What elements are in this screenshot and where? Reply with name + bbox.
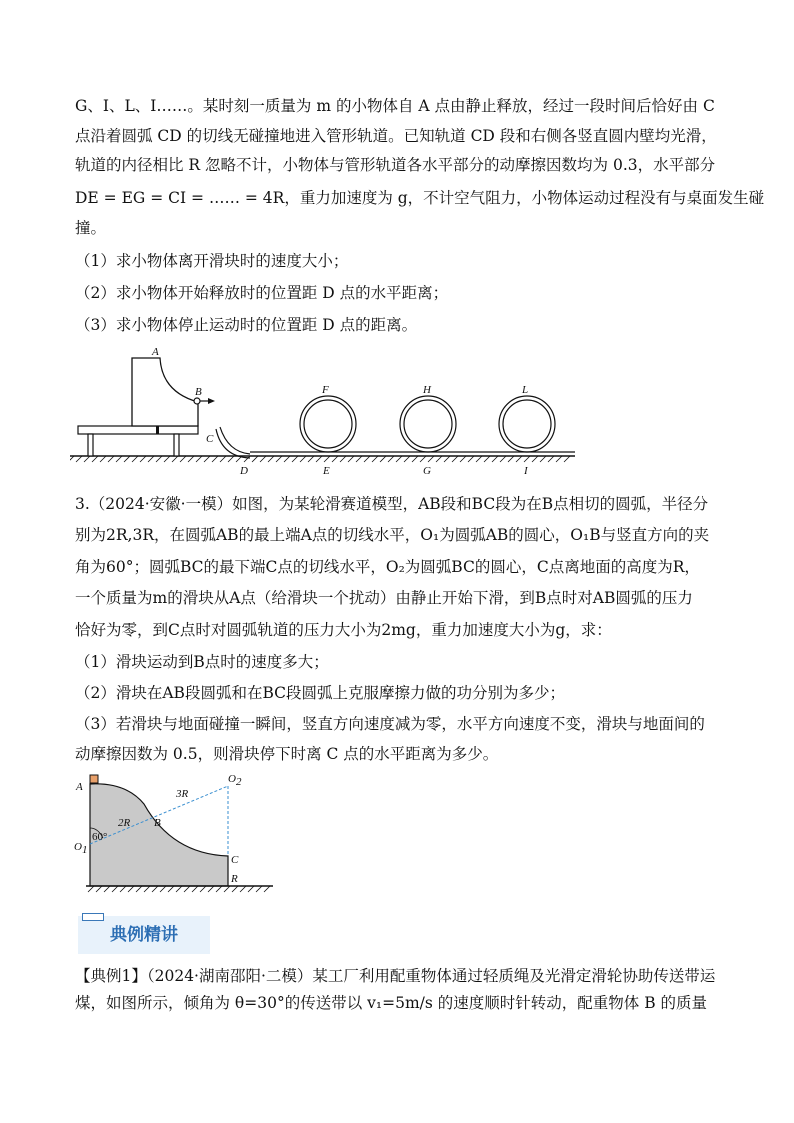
label-2R: 2R [118, 817, 131, 829]
problem3-line5: 恰好为零，到C点时对圆弧轨道的压力大小为2mg，重力加速度大小为g，求： [75, 621, 612, 639]
problem2-question3: （3）求小物体停止运动时的位置距 D 点的距离。 [75, 316, 418, 334]
label-L: L [522, 384, 529, 396]
problem3-question1: （1）滑块运动到B点时的速度多大； [75, 653, 329, 671]
label-B: B [154, 817, 161, 829]
example1-line1: 【典例1】（2024·湖南邵阳·二模）某工厂利用配重物体通过轻质绳及光滑定滑轮协助传送带运 [75, 967, 716, 985]
label-A: A [76, 781, 83, 793]
label-H: H [423, 384, 431, 396]
problem2-line3: 轨道的内径相比 R 忽略不计，小物体与管形轨道各水平部分的动摩擦因数均为 0.3，水平部分 [75, 156, 716, 174]
label-O1: O1 [74, 841, 88, 856]
section-title: 典例精讲 [110, 925, 178, 945]
label-A: A [152, 346, 159, 358]
label-B: B [195, 386, 202, 398]
label-C: C [231, 854, 239, 866]
figure-roller-track [68, 770, 283, 900]
problem2-line2: 点沿着圆弧 CD 的切线无碰撞地进入管形轨道。已知轨道 CD 段和右侧各竖直圆内壁均光滑， [75, 127, 717, 145]
label-C: C [206, 433, 214, 445]
label-D: D [240, 465, 248, 475]
problem3-line1: 3.（2024·安徽·一模）如图，为某轮滑赛道模型，AB段和BC段为在B点相切的圆弧，半径分 [75, 495, 709, 513]
label-I: I [524, 465, 528, 475]
problem3-question3: （3）若滑块与地面碰撞一瞬间，竖直方向速度减为零，水平方向速度不变，滑块与地面间的 [75, 715, 705, 733]
label-angle: 60° [92, 831, 108, 843]
label-O2: O2 [228, 773, 242, 788]
example1-line2: 煤，如图所示，倾角为 θ=30°的传送带以 v₁=5m/s 的速度顺时针转动，配重物体 B 的质量 [75, 994, 708, 1012]
problem3-question4: 动摩擦因数为 0.5，则滑块停下时离 C 点的水平距离为多少。 [75, 745, 499, 763]
label-3R: 3R [176, 788, 189, 800]
problem3-line3: 角为60°；圆弧BC的最下端C点的切线水平，O₂为圆弧BC的圆心，C点离地面的高度为R， [75, 558, 700, 576]
problem2-line5: 撞。 [75, 219, 107, 237]
label-E: E [323, 465, 330, 475]
problem2-question1: （1）求小物体离开滑块时的速度大小； [75, 252, 349, 270]
problem2-question2: （2）求小物体开始释放时的位置距 D 点的水平距离； [75, 284, 449, 302]
badge-marker [82, 913, 104, 921]
problem3-line4: 一个质量为m的滑块从A点（给滑块一个扰动）由静止开始下滑，到B点时对AB圆弧的压力 [75, 589, 693, 607]
label-G: G [423, 465, 431, 475]
problem3-question2: （2）滑块在AB段圆弧和在BC段圆弧上克服摩擦力做的功分别为多少； [75, 684, 565, 702]
section-badge [78, 916, 210, 954]
label-R: R [231, 873, 238, 885]
problem3-line2: 别为2R,3R，在圆弧AB的最上端A点的切线水平，O₁为圆弧AB的圆心，O₁B与竖直方向的夹 [75, 526, 710, 544]
problem2-line4: DE = EG = CI = …… = 4R，重力加速度为 g，不计空气阻力，小物体运动过程没有与桌面发生碰 [75, 189, 765, 207]
problem2-line1: G、I、L、I……。某时刻一质量为 m 的小物体自 A 点由静止释放，经过一段时间后恰好由 C [75, 97, 715, 115]
label-F: F [322, 384, 329, 396]
figure-track-loops [70, 340, 580, 475]
